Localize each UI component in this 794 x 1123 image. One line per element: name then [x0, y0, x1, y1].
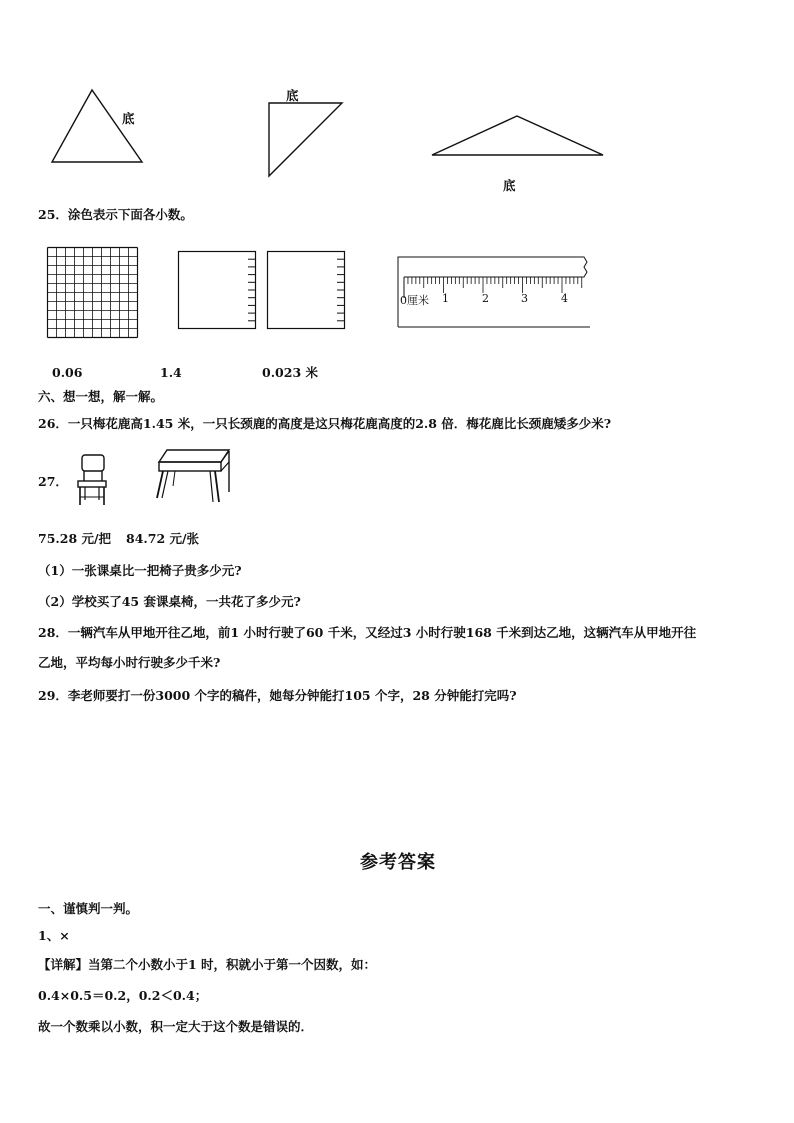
q28-line2: 乙地，平均每小时行驶多少千米? — [38, 655, 221, 670]
answer-item1: 1、× — [38, 928, 70, 943]
q25-value-1: 0.06 — [52, 365, 83, 380]
q27-number: 27． — [38, 474, 68, 489]
answers-section1: 一、谨慎判一判。 — [38, 901, 139, 916]
triangle3-base-label: 底 — [503, 178, 516, 193]
tenths-square-1[interactable] — [178, 251, 258, 331]
hundred-grid[interactable] — [47, 247, 139, 339]
q27-chair-price: 75.28 元/把 — [38, 531, 112, 546]
q25-value-2: 1.4 — [160, 365, 182, 380]
q27-desk-price: 84.72 元/张 — [126, 531, 200, 546]
ruler-tick-label: 1 — [442, 292, 449, 305]
q27-sub1: （1）一张课桌比一把椅子贵多少元? — [38, 563, 242, 578]
ruler-tick-label: 3 — [521, 292, 528, 305]
q26-stem: 26．一只梅花鹿高1.45 米，一只长颈鹿的高度是这只梅花鹿高度的2.8 倍．梅花鹿比长颈鹿矮多少米? — [38, 416, 612, 431]
answer-example: 0.4×0.5＝0.2，0.2＜0.4； — [38, 988, 208, 1003]
answers-title: 参考答案 — [360, 852, 436, 873]
ruler-tick-label: 4 — [561, 292, 568, 305]
ruler-tick-label: 2 — [482, 292, 489, 305]
q25-stem: 25．涂色表示下面各小数。 — [38, 207, 193, 222]
ruler-unit-label: 0厘米 — [400, 294, 429, 307]
triangle1-base-label: 底 — [122, 111, 135, 126]
tenths-square-2[interactable] — [267, 251, 347, 331]
q27-sub2: （2）学校买了45 套课桌椅，一共花了多少元? — [38, 594, 301, 609]
answer-detail: 【详解】当第二个小数小于1 时，积就小于第一个因数，如： — [38, 957, 377, 972]
q28-line1: 28．一辆汽车从甲地开往乙地，前1 小时行驶了60 千米，又经过3 小时行驶168 千米到达乙地，这辆汽车从甲地开往 — [38, 625, 697, 640]
section6-heading: 六、想一想，解一解。 — [38, 389, 164, 404]
q29-stem: 29．李老师要打一份3000 个字的稿件，她每分钟能打105 个字，28 分钟能打完吗? — [38, 688, 517, 703]
desk-icon — [155, 448, 235, 506]
chair-icon — [74, 453, 112, 509]
q25-value-3: 0.023 米 — [262, 365, 318, 380]
answer-conclusion: 故一个数乘以小数，积一定大于这个数是错误的． — [38, 1019, 314, 1034]
triangle2-base-label: 底 — [286, 88, 299, 103]
